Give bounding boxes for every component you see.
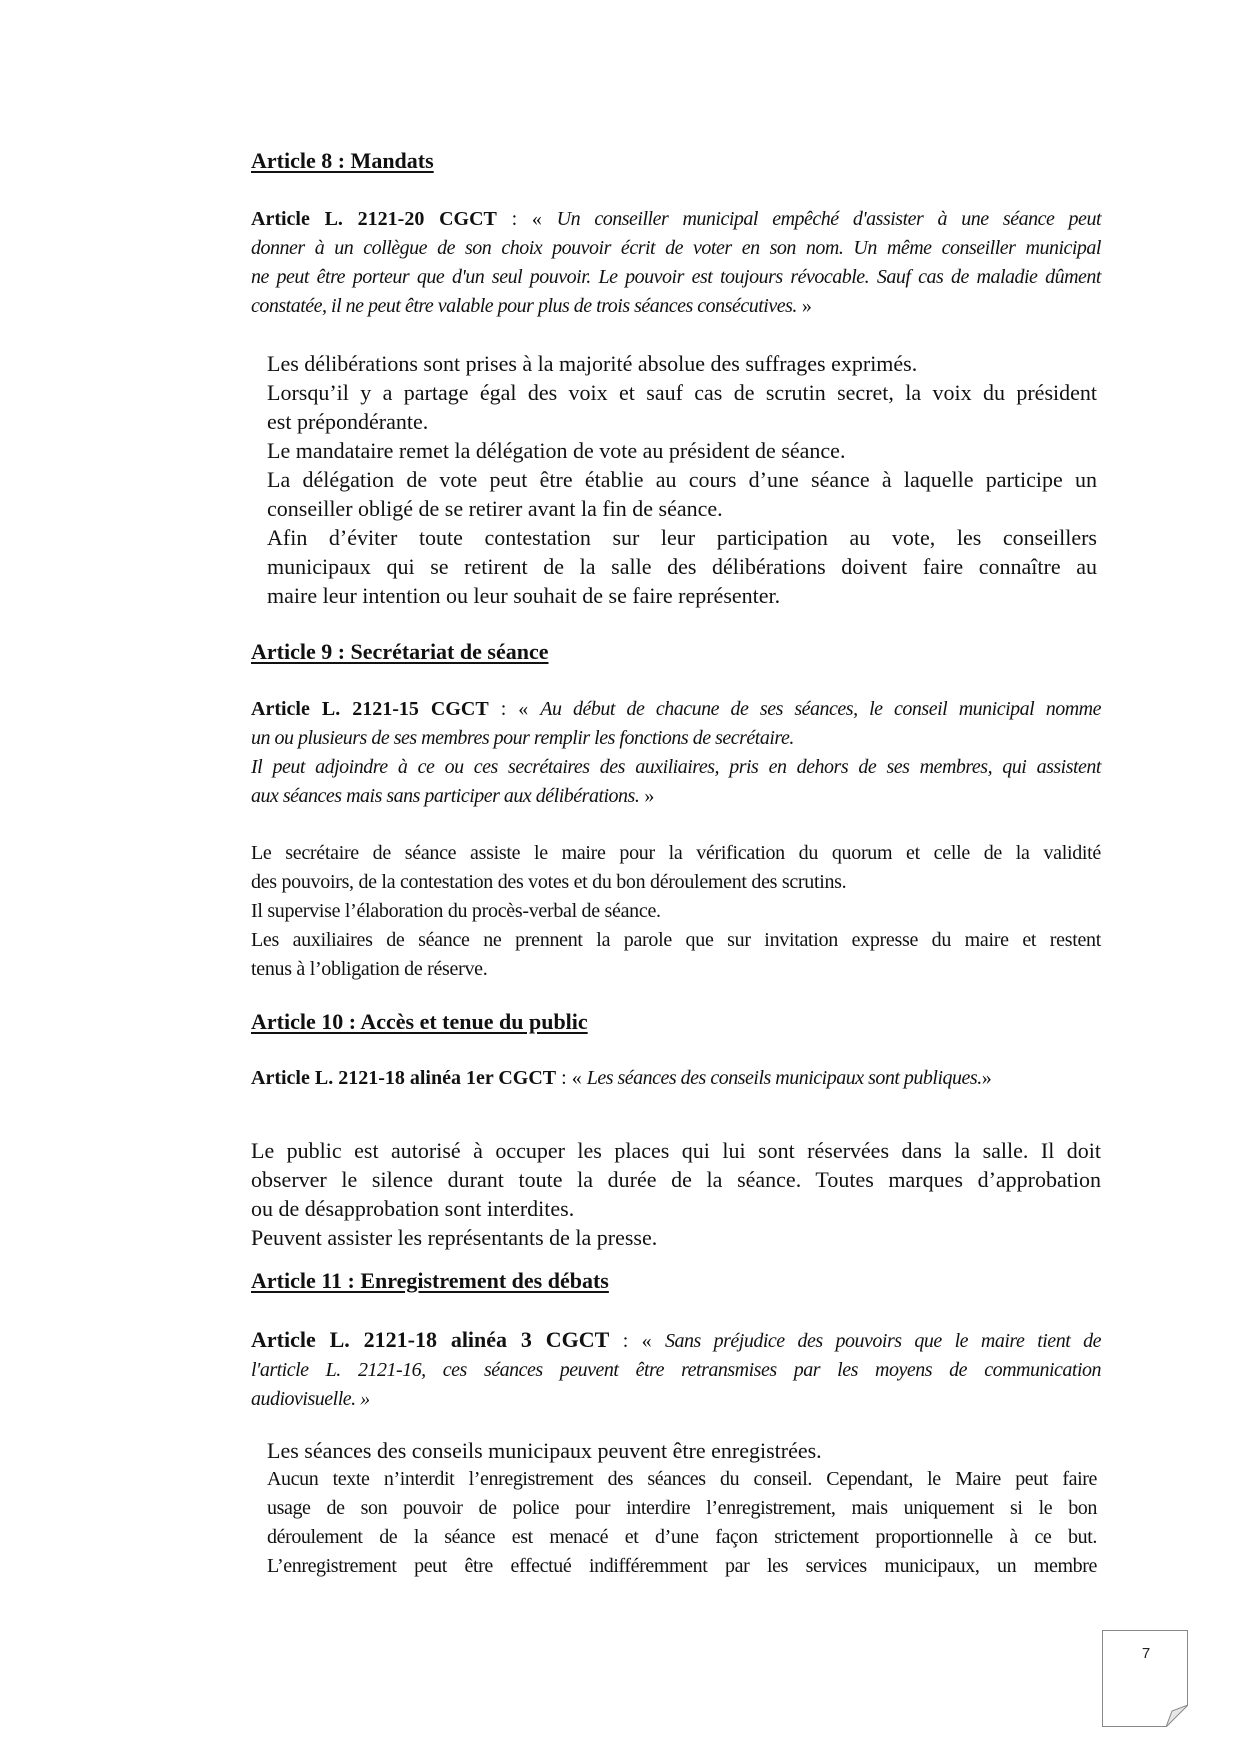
quote-line: [251, 695, 1101, 724]
body-line: Peuvent assister les représentants de la presse.: [251, 1225, 658, 1250]
article-8-heading: Article 8 : Mandats: [251, 148, 434, 173]
article-10-body: [251, 1136, 1101, 1252]
page-number: 7: [1141, 1645, 1151, 1662]
body-line: des pouvoirs, de la contestation des votes et du bon déroulement des scrutins.: [251, 871, 847, 893]
body-line: conseiller obligé de se retirer avant la fin de séance.: [267, 496, 723, 521]
quote-reference: Article L. 2121-18 alinéa 1er CGCT: [251, 1067, 557, 1089]
quote-line: [251, 205, 1101, 234]
body-line: maire leur intention ou leur souhait de se faire représenter.: [267, 583, 781, 608]
quote-text: audiovisuelle.: [251, 1388, 356, 1410]
quote-close-mark: »: [981, 1067, 992, 1089]
article-11-legal-quote: [251, 1325, 1101, 1414]
body-line: tenus à l’obligation de réserve.: [251, 958, 488, 980]
quote-text: constatée, il ne peut être valable pour plus de trois séances consécutives.: [251, 295, 797, 317]
article-10-heading: Article 10 : Accès et tenue du public: [251, 1009, 588, 1034]
quote-line: donner à un collègue de son choix pouvoir écrit de voter en son nom. Un même conseiller municipal: [251, 237, 1101, 259]
article-8-body: [267, 349, 1097, 610]
quote-line: un ou plusieurs de ses membres pour remplir les fonctions de secrétaire.: [251, 727, 794, 749]
quote-open-mark: : «: [496, 208, 557, 230]
body-line: observer le silence durant toute la durée de la séance. Toutes marques d’approbation: [251, 1167, 1101, 1192]
body-line: Les séances des conseils municipaux peuvent être enregistrées.: [267, 1438, 822, 1463]
quote-line: [251, 292, 1101, 321]
body-line: Le mandataire remet la délégation de vote au président de séance.: [267, 438, 846, 463]
quote-text: Un conseiller municipal empêché d'assister à une séance peut: [556, 208, 1101, 230]
quote-open-mark: : «: [556, 1067, 587, 1089]
article-10-legal-quote: [251, 1064, 1101, 1093]
body-line: L’enregistrement peut être effectué indifféremment par les services municipaux, un membre: [267, 1555, 1097, 1577]
body-line: Aucun texte n’interdit l’enregistrement des séances du conseil. Cependant, le Maire peut faire: [267, 1468, 1097, 1490]
quote-text: Les séances des conseils municipaux sont publiques.: [586, 1067, 982, 1089]
quote-open-mark: : «: [609, 1330, 665, 1352]
quote-open-mark: : «: [488, 698, 541, 720]
quote-reference: Article L. 2121-18 alinéa 3 CGCT: [251, 1327, 610, 1352]
quote-line: Il peut adjoindre à ce ou ces secrétaires des auxiliaires, pris en dehors de ses membres, qui assistent: [251, 756, 1101, 778]
quote-reference: Article L. 2121-15 CGCT: [251, 698, 489, 720]
body-line: Afin d’éviter toute contestation sur leur participation au vote, les conseillers: [267, 525, 1097, 550]
page-curl-icon: [1166, 1705, 1188, 1727]
article-9-heading: Article 9 : Secrétariat de séance: [251, 639, 549, 664]
article-9-body: [251, 839, 1101, 984]
quote-line: [251, 782, 1101, 811]
body-line: Les auxiliaires de séance ne prennent la parole que sur invitation expresse du maire et restent: [251, 929, 1101, 951]
body-line: Il supervise l’élaboration du procès-verbal de séance.: [251, 900, 661, 922]
quote-reference: Article L. 2121-20 CGCT: [251, 208, 497, 230]
quote-close-mark: »: [796, 295, 812, 317]
quote-close-mark: »: [639, 785, 655, 807]
quote-line: [251, 1064, 1101, 1093]
quote-close-mark: »: [355, 1388, 370, 1410]
body-line: Lorsqu’il y a partage égal des voix et sauf cas de scrutin secret, la voix du président: [267, 380, 1097, 405]
body-line: Les délibérations sont prises à la majorité absolue des suffrages exprimés.: [267, 351, 918, 376]
quote-line: l'article L. 2121-16, ces séances peuvent être retransmises par les moyens de communication: [251, 1359, 1101, 1381]
article-11-heading: Article 11 : Enregistrement des débats: [251, 1268, 609, 1293]
quote-line: ne peut être porteur que d'un seul pouvoir. Le pouvoir est toujours révocable. Sauf cas de maladie dûment: [251, 266, 1101, 288]
body-line: usage de son pouvoir de police pour interdire l’enregistrement, mais uniquement si le bon: [267, 1497, 1097, 1519]
body-line: déroulement de la séance est menacé et d’une façon strictement proportionnelle à ce but.: [267, 1526, 1097, 1548]
article-9-legal-quote: [251, 695, 1101, 811]
article-8-legal-quote: [251, 205, 1101, 321]
quote-text: aux séances mais sans participer aux délibérations.: [251, 785, 640, 807]
body-line: est prépondérante.: [267, 409, 429, 434]
article-11-body: [267, 1436, 1097, 1581]
page-number-box: [1102, 1630, 1188, 1727]
quote-text: Sans préjudice des pouvoirs que le maire tient de: [664, 1330, 1101, 1352]
body-line: Le secrétaire de séance assiste le maire pour la vérification du quorum et celle de la validité: [251, 842, 1101, 864]
body-line: ou de désapprobation sont interdites.: [251, 1196, 575, 1221]
quote-text: Au début de chacune de ses séances, le conseil municipal nomme: [540, 698, 1101, 720]
quote-line: [251, 1385, 1101, 1414]
quote-line: [251, 1325, 1101, 1356]
body-line: municipaux qui se retirent de la salle des délibérations doivent faire connaître au: [267, 554, 1097, 579]
body-line: Le public est autorisé à occuper les places qui lui sont réservées dans la salle. Il doit: [251, 1138, 1101, 1163]
body-line: La délégation de vote peut être établie au cours d’une séance à laquelle participe un: [267, 467, 1097, 492]
